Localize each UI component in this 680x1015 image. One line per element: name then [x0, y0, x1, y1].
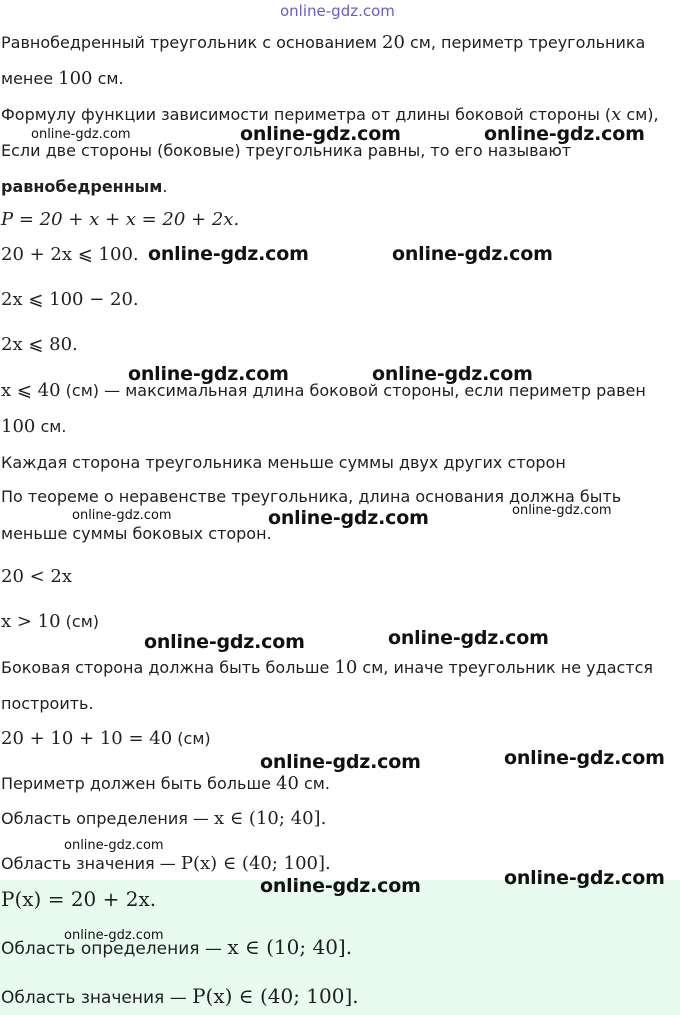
- text: Боковая сторона должна быть больше: [1, 658, 335, 677]
- text: см),: [621, 105, 659, 124]
- text: Область определения —: [1, 939, 228, 959]
- text-line-18: построить.: [1, 694, 94, 713]
- text-line-12: Каждая сторона треугольника меньше суммы двух других сторон: [1, 453, 566, 472]
- watermark-large: online-gdz.com: [484, 123, 645, 145]
- text: .: [162, 177, 168, 196]
- text: Равнобедренный треугольник с основанием: [1, 33, 383, 52]
- text-line-14: меньше суммы боковых сторон.: [1, 524, 272, 543]
- range-formula: P(x) ∈ (40; 100].: [180, 853, 331, 874]
- text-line-3: [1, 105, 659, 125]
- text-line-4: Если две стороны (боковые) треугольника равны, то его называют: [1, 141, 572, 160]
- watermark-large: online-gdz.com: [372, 363, 533, 385]
- inequality-5: 20 < 2x: [1, 566, 73, 587]
- watermark-large: online-gdz.com: [388, 627, 549, 649]
- answer-domain-formula: x ∈ (10; 40].: [227, 935, 353, 959]
- text: Область значения —: [1, 854, 181, 873]
- text: см.: [92, 69, 124, 88]
- text-line-19: [1, 729, 211, 749]
- text: (см) — максимальная длина боковой стороны, если периметр равен: [60, 381, 646, 400]
- watermark-small: online-gdz.com: [64, 838, 164, 853]
- inequality-3: 2x ⩽ 80.: [1, 334, 78, 355]
- text-line-13: По теореме о неравенстве треугольника, длина основания должна быть: [1, 487, 622, 506]
- watermark-large: online-gdz.com: [504, 867, 665, 889]
- watermark-large: online-gdz.com: [144, 631, 305, 653]
- answer-range: [1, 986, 359, 1008]
- text: (см): [172, 729, 211, 748]
- inequality-4: x ⩽ 40: [1, 380, 61, 401]
- text: менее: [1, 69, 59, 88]
- text-line-22: [1, 854, 331, 874]
- watermark-large: online-gdz.com: [148, 243, 309, 265]
- watermark-small: online-gdz.com: [64, 928, 164, 943]
- text: Периметр должен быть больше: [1, 774, 277, 793]
- text-line-16: [1, 612, 99, 632]
- equation: 20 + 10 + 10 = 40: [1, 728, 173, 749]
- text: Формулу функции зависимости периметра от длины боковой стороны (: [1, 105, 612, 124]
- text-line-1: [1, 33, 645, 53]
- text: (см): [60, 612, 100, 631]
- inequality-1: 20 + 2x ⩽ 100.: [1, 244, 139, 265]
- watermark-large: online-gdz.com: [240, 123, 401, 145]
- text: Область значения —: [1, 988, 193, 1008]
- text-line-10: [1, 381, 646, 401]
- answer-range-formula: P(x) ∈ (40; 100].: [192, 984, 359, 1008]
- watermark-small: online-gdz.com: [31, 127, 131, 142]
- variable: x: [611, 104, 622, 125]
- inequality-2: 2x ⩽ 100 − 20.: [1, 289, 139, 310]
- watermark-top: online-gdz.com: [280, 2, 395, 20]
- text: см, иначе треугольник не удастся: [357, 658, 654, 677]
- text-line-20: [1, 774, 330, 794]
- watermark-small: online-gdz.com: [72, 508, 172, 523]
- text-line-2: [1, 69, 124, 89]
- text: см.: [35, 417, 67, 436]
- watermark-large: online-gdz.com: [268, 507, 429, 529]
- watermark-large: online-gdz.com: [392, 243, 553, 265]
- number: 20: [382, 32, 405, 53]
- text-line-21: [1, 809, 326, 829]
- text-line-11: [1, 417, 66, 437]
- watermark-small: online-gdz.com: [512, 503, 612, 518]
- bold-term: равнобедренным: [1, 177, 163, 196]
- answer-formula: P(x) = 20 + 2x.: [1, 887, 157, 911]
- text-line-17: [1, 658, 653, 678]
- watermark-large: online-gdz.com: [260, 751, 421, 773]
- watermark-large: online-gdz.com: [260, 875, 421, 897]
- text: см, периметр треугольника: [404, 33, 646, 52]
- number: 10: [334, 657, 358, 678]
- number: 40: [276, 773, 299, 794]
- answer-domain: [1, 937, 352, 959]
- formula-perimeter: P = 20 + x + x = 20 + 2x.: [1, 209, 240, 230]
- text-line-5: [1, 177, 167, 197]
- domain-formula: x ∈ (10; 40].: [214, 808, 327, 829]
- text: см.: [298, 774, 330, 793]
- watermark-large: online-gdz.com: [128, 363, 289, 385]
- inequality-6: x > 10: [1, 611, 61, 632]
- number: 100: [58, 68, 93, 89]
- text: Область определения —: [1, 809, 215, 828]
- number: 100: [1, 416, 36, 437]
- watermark-large: online-gdz.com: [504, 747, 665, 769]
